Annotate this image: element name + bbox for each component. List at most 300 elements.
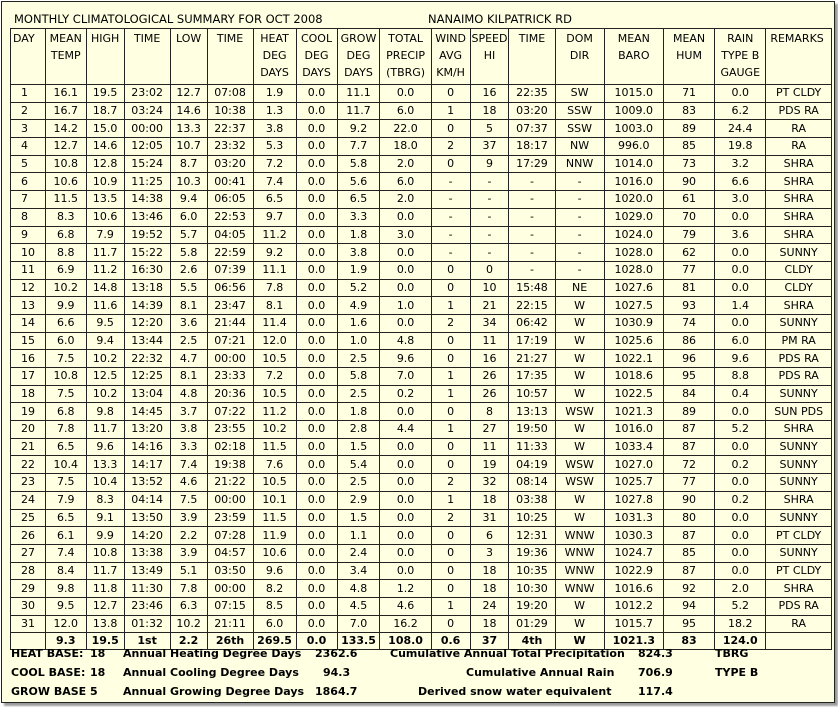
cell-mean-hum: 87	[663, 527, 714, 545]
cell-rain-gauge: 0.0	[715, 85, 766, 103]
cell-high-temp: 19.5	[86, 85, 124, 103]
col-header-high-time	[124, 29, 170, 85]
cell-remarks: SUNNY	[766, 314, 832, 332]
cell-total-precip: 0.0	[380, 527, 431, 545]
cell-low-temp: 8.1	[170, 368, 207, 386]
cell-high-temp: 11.7	[86, 244, 124, 262]
cell-low-temp: 6.3	[170, 597, 207, 615]
cell-high-time: 01:32	[124, 615, 170, 633]
cell-cool-deg-days: 0.0	[296, 368, 337, 386]
cell-mean-hum: 95	[663, 615, 714, 633]
cell-mean-baro: 1009.0	[604, 102, 663, 120]
cell-mean-baro: 1033.4	[604, 438, 663, 456]
cell-remarks: PT CLDY	[766, 527, 832, 545]
cell-rain-gauge: 0.0	[715, 562, 766, 580]
cell-high-time: 15:24	[124, 155, 170, 173]
cell-mean-baro: 1015.0	[604, 85, 663, 103]
col-header-line: DAYS	[344, 66, 373, 79]
cell-low-time: 00:00	[207, 580, 253, 598]
cell-speed-hi-time: -	[509, 244, 555, 262]
cell-remarks: SUNNY	[766, 385, 832, 403]
cell-low-temp: 5.8	[170, 244, 207, 262]
cell-wind-avg: -	[431, 226, 470, 244]
cell-dom-dir: WNW	[555, 580, 604, 598]
cell-speed-hi: 18	[470, 562, 509, 580]
cell-mean-hum: 83	[663, 102, 714, 120]
cell-high-time: 14:16	[124, 438, 170, 456]
col-header-line: HI	[483, 49, 496, 62]
table-row	[11, 138, 832, 156]
cell-rain-gauge: 8.8	[715, 368, 766, 386]
col-header-line: KM/H	[436, 66, 465, 79]
cell-mean-temp: 6.0	[45, 332, 86, 350]
cell-dom-dir: -	[555, 208, 604, 226]
cell-low-time: 19:38	[207, 456, 253, 474]
cell-remarks: SHRA	[766, 208, 832, 226]
cell-remarks: CLDY	[766, 279, 832, 297]
col-header-line: TOTAL	[388, 32, 424, 45]
cell-high-temp: 13.8	[86, 615, 124, 633]
cell-high-time: 13:49	[124, 562, 170, 580]
cell-high-temp: 10.6	[86, 208, 124, 226]
cell-wind-avg: 0	[431, 350, 470, 368]
cell-high-temp: 9.8	[86, 403, 124, 421]
cell-dom-dir: W	[555, 385, 604, 403]
table-row	[11, 368, 832, 386]
total-low-temp: 2.2	[170, 633, 207, 650]
cell-low-temp: 10.3	[170, 173, 207, 191]
cell-speed-hi-time: 22:35	[509, 85, 555, 103]
cell-speed-hi-time: 22:15	[509, 297, 555, 315]
cell-high-time: 23:02	[124, 85, 170, 103]
cell-grow-deg-days: 2.5	[337, 385, 380, 403]
cell-mean-baro: 1016.6	[604, 580, 663, 598]
cell-rain-gauge: 0.0	[715, 261, 766, 279]
cell-mean-hum: 89	[663, 403, 714, 421]
cell-rain-gauge: 0.0	[715, 208, 766, 226]
table-row	[11, 544, 832, 562]
cell-speed-hi-time: 10:57	[509, 385, 555, 403]
cell-high-temp: 10.9	[86, 173, 124, 191]
cell-cool-deg-days: 0.0	[296, 314, 337, 332]
total-mean-temp: 9.3	[45, 633, 86, 650]
cell-rain-gauge: 0.0	[715, 527, 766, 545]
total-wind-avg: 0.6	[431, 633, 470, 650]
cell-day: 28	[11, 562, 46, 580]
cumulative-rain-label: Cumulative Annual Rain	[466, 666, 615, 679]
cumulative-precip-label: Cumulative Annual Total Precipitation	[390, 647, 625, 660]
col-header-total-precip	[380, 29, 431, 85]
table-row	[11, 332, 832, 350]
cell-mean-baro: 1030.3	[604, 527, 663, 545]
cell-low-time: 23:32	[207, 138, 253, 156]
table-row	[11, 438, 832, 456]
cell-dom-dir: W	[555, 615, 604, 633]
cell-speed-hi-time: 03:20	[509, 102, 555, 120]
cell-speed-hi-time: -	[509, 173, 555, 191]
cell-heat-deg-days: 7.6	[253, 456, 296, 474]
cell-remarks: PDS RA	[766, 102, 832, 120]
cell-low-temp: 7.4	[170, 456, 207, 474]
cell-speed-hi: -	[470, 173, 509, 191]
cell-mean-hum: 96	[663, 350, 714, 368]
table-row	[11, 580, 832, 598]
cell-mean-baro: 1027.5	[604, 297, 663, 315]
col-header-line: MEAN	[617, 32, 650, 45]
cell-speed-hi: 6	[470, 527, 509, 545]
cell-grow-deg-days: 1.6	[337, 314, 380, 332]
cell-wind-avg: 1	[431, 385, 470, 403]
cell-speed-hi: 8	[470, 403, 509, 421]
cell-low-time: 07:22	[207, 403, 253, 421]
cell-speed-hi-time: 17:29	[509, 155, 555, 173]
cell-grow-deg-days: 7.7	[337, 138, 380, 156]
cell-total-precip: 0.0	[380, 544, 431, 562]
cell-low-temp: 12.7	[170, 85, 207, 103]
cell-speed-hi-time: -	[509, 191, 555, 209]
cell-mean-baro: 1024.0	[604, 226, 663, 244]
cell-cool-deg-days: 0.0	[296, 208, 337, 226]
cell-total-precip: 7.0	[380, 368, 431, 386]
col-header-line: TYPE B	[721, 49, 760, 62]
cell-high-time: 04:14	[124, 491, 170, 509]
cell-day: 13	[11, 297, 46, 315]
cell-high-time: 13:38	[124, 544, 170, 562]
cell-rain-gauge: 1.4	[715, 297, 766, 315]
cell-wind-avg: 1	[431, 491, 470, 509]
cell-wind-avg: 0	[431, 544, 470, 562]
cell-rain-gauge: 5.2	[715, 421, 766, 439]
table-row	[11, 297, 832, 315]
table-row	[11, 85, 832, 103]
cell-heat-deg-days: 8.1	[253, 297, 296, 315]
col-header-line: MEAN	[672, 32, 706, 45]
cell-day: 11	[11, 261, 46, 279]
cell-remarks: SHRA	[766, 173, 832, 191]
cell-mean-temp: 10.4	[45, 456, 86, 474]
heat-base-value: 18	[90, 647, 106, 660]
climate-table	[10, 28, 832, 650]
cell-mean-temp: 10.2	[45, 279, 86, 297]
cell-grow-deg-days: 5.4	[337, 456, 380, 474]
col-header-wind-avg	[431, 29, 470, 85]
cell-speed-hi-time: 11:33	[509, 438, 555, 456]
cell-low-time: 03:20	[207, 155, 253, 173]
cell-high-temp: 11.8	[86, 580, 124, 598]
cell-speed-hi: 0	[470, 261, 509, 279]
col-header-line: COOL	[300, 32, 333, 45]
cell-cool-deg-days: 0.0	[296, 385, 337, 403]
cell-heat-deg-days: 7.2	[253, 368, 296, 386]
cell-rain-gauge: 0.0	[715, 509, 766, 527]
cell-remarks: SHRA	[766, 421, 832, 439]
col-header-line: DEG	[304, 49, 329, 62]
cell-grow-deg-days: 11.1	[337, 85, 380, 103]
cell-low-temp: 14.6	[170, 102, 207, 120]
cell-day: 26	[11, 527, 46, 545]
cell-heat-deg-days: 10.5	[253, 350, 296, 368]
cell-day: 17	[11, 368, 46, 386]
cell-cool-deg-days: 0.0	[296, 438, 337, 456]
cell-high-temp: 11.7	[86, 421, 124, 439]
cell-remarks: SUNNY	[766, 474, 832, 492]
cell-low-time: 07:08	[207, 85, 253, 103]
col-header-speed-hi	[470, 29, 509, 85]
cell-wind-avg: 1	[431, 597, 470, 615]
cell-mean-hum: 90	[663, 491, 714, 509]
cell-speed-hi: 27	[470, 421, 509, 439]
cell-mean-hum: 85	[663, 138, 714, 156]
cell-speed-hi: 18	[470, 491, 509, 509]
cell-speed-hi: 11	[470, 332, 509, 350]
table-row	[11, 403, 832, 421]
cell-low-time: 07:28	[207, 527, 253, 545]
table-row	[11, 527, 832, 545]
cell-speed-hi: -	[470, 191, 509, 209]
cell-low-temp: 3.3	[170, 438, 207, 456]
cell-mean-hum: 74	[663, 314, 714, 332]
cell-speed-hi-time: 17:35	[509, 368, 555, 386]
cell-high-temp: 9.1	[86, 509, 124, 527]
cell-cool-deg-days: 0.0	[296, 155, 337, 173]
cell-high-temp: 9.9	[86, 527, 124, 545]
cell-cool-deg-days: 0.0	[296, 120, 337, 138]
cell-total-precip: 1.2	[380, 580, 431, 598]
cell-low-time: 00:41	[207, 173, 253, 191]
cell-grow-deg-days: 1.0	[337, 332, 380, 350]
cell-remarks: SHRA	[766, 191, 832, 209]
col-header-speed-hi-time	[509, 29, 555, 85]
cell-mean-temp: 16.7	[45, 102, 86, 120]
cell-high-time: 13:20	[124, 421, 170, 439]
cell-low-temp: 7.5	[170, 491, 207, 509]
cell-mean-hum: 62	[663, 244, 714, 262]
annual-cooling-value: 94.3	[323, 666, 351, 679]
cell-low-temp: 2.5	[170, 332, 207, 350]
table-row	[11, 385, 832, 403]
cell-low-time: 10:38	[207, 102, 253, 120]
cell-mean-baro: 1021.3	[604, 403, 663, 421]
cell-speed-hi-time: 10:35	[509, 562, 555, 580]
col-header-line: TEMP	[50, 49, 81, 62]
total-dom-dir: W	[555, 633, 604, 650]
cell-mean-temp: 7.5	[45, 385, 86, 403]
cell-dom-dir: SW	[555, 85, 604, 103]
cell-mean-baro: 1027.0	[604, 456, 663, 474]
cell-heat-deg-days: 9.7	[253, 208, 296, 226]
cell-grow-deg-days: 1.5	[337, 438, 380, 456]
cell-high-time: 13:50	[124, 509, 170, 527]
col-header-line: DEG	[262, 49, 287, 62]
col-header-line: DOM	[566, 32, 593, 45]
table-row	[11, 208, 832, 226]
table-row	[11, 562, 832, 580]
cell-dom-dir: NE	[555, 279, 604, 297]
cell-wind-avg: 0	[431, 438, 470, 456]
cell-speed-hi: 34	[470, 314, 509, 332]
cell-remarks: SHRA	[766, 226, 832, 244]
cell-high-temp: 10.8	[86, 544, 124, 562]
cell-total-precip: 0.0	[380, 85, 431, 103]
cell-cool-deg-days: 0.0	[296, 191, 337, 209]
cell-mean-hum: 95	[663, 368, 714, 386]
cell-mean-baro: 1016.0	[604, 173, 663, 191]
cell-dom-dir: W	[555, 332, 604, 350]
col-header-line: TIME	[518, 32, 546, 45]
cell-heat-deg-days: 11.2	[253, 403, 296, 421]
cell-high-temp: 12.7	[86, 597, 124, 615]
cell-high-time: 13:52	[124, 474, 170, 492]
total-high-temp: 19.5	[86, 633, 124, 650]
cell-remarks: PDS RA	[766, 350, 832, 368]
cell-mean-hum: 89	[663, 120, 714, 138]
table-row	[11, 509, 832, 527]
cell-mean-baro: 1028.0	[604, 244, 663, 262]
cell-low-temp: 3.7	[170, 403, 207, 421]
cell-rain-gauge: 0.0	[715, 474, 766, 492]
cell-high-temp: 12.5	[86, 368, 124, 386]
cell-high-time: 14:17	[124, 456, 170, 474]
col-header-line: TIME	[216, 32, 244, 45]
cell-day: 23	[11, 474, 46, 492]
cool-base-label: COOL BASE:	[11, 666, 86, 679]
cumulative-precip-value: 824.3	[638, 647, 673, 660]
cell-wind-avg: 0	[431, 403, 470, 421]
cell-day: 4	[11, 138, 46, 156]
cell-heat-deg-days: 10.1	[253, 491, 296, 509]
cell-remarks: RA	[766, 615, 832, 633]
cell-grow-deg-days: 2.4	[337, 544, 380, 562]
cell-high-time: 13:44	[124, 332, 170, 350]
cell-wind-avg: -	[431, 173, 470, 191]
cell-heat-deg-days: 6.5	[253, 191, 296, 209]
cell-heat-deg-days: 8.2	[253, 580, 296, 598]
cell-speed-hi: 21	[470, 297, 509, 315]
cell-heat-deg-days: 3.8	[253, 120, 296, 138]
cell-speed-hi: 3	[470, 544, 509, 562]
cool-base-value: 18	[90, 666, 106, 679]
cell-day: 5	[11, 155, 46, 173]
col-header-day	[11, 29, 46, 85]
cell-total-precip: 0.0	[380, 403, 431, 421]
cell-mean-baro: 1014.0	[604, 155, 663, 173]
cell-mean-hum: 94	[663, 597, 714, 615]
col-header-line: BARO	[618, 49, 650, 62]
cell-speed-hi-time: 13:13	[509, 403, 555, 421]
cell-high-time: 14:39	[124, 297, 170, 315]
cell-mean-hum: 77	[663, 261, 714, 279]
cell-wind-avg: 2	[431, 314, 470, 332]
snow-equivalent-value: 117.4	[638, 685, 673, 698]
col-header-cool-deg-days	[296, 29, 337, 85]
cell-wind-avg: 1	[431, 297, 470, 315]
cell-speed-hi-time: 07:37	[509, 120, 555, 138]
cell-remarks: SUN PDS	[766, 403, 832, 421]
cell-dom-dir: W	[555, 597, 604, 615]
table-row	[11, 120, 832, 138]
cell-high-temp: 15.0	[86, 120, 124, 138]
cell-speed-hi: 31	[470, 509, 509, 527]
cell-high-temp: 12.8	[86, 155, 124, 173]
cell-high-time: 00:00	[124, 120, 170, 138]
cell-heat-deg-days: 9.6	[253, 562, 296, 580]
cell-cool-deg-days: 0.0	[296, 544, 337, 562]
cell-speed-hi-time: 03:38	[509, 491, 555, 509]
cell-mean-hum: 93	[663, 297, 714, 315]
cell-wind-avg: 0	[431, 279, 470, 297]
cell-cool-deg-days: 0.0	[296, 615, 337, 633]
cell-cool-deg-days: 0.0	[296, 297, 337, 315]
cell-low-time: 21:11	[207, 615, 253, 633]
cell-speed-hi: 11	[470, 438, 509, 456]
cell-total-precip: 2.0	[380, 155, 431, 173]
cell-heat-deg-days: 11.5	[253, 438, 296, 456]
cell-remarks: RA	[766, 120, 832, 138]
cell-rain-gauge: 2.0	[715, 580, 766, 598]
cell-rain-gauge: 6.2	[715, 102, 766, 120]
cell-mean-hum: 92	[663, 580, 714, 598]
cell-rain-gauge: 3.0	[715, 191, 766, 209]
cell-day: 3	[11, 120, 46, 138]
cell-low-temp: 3.9	[170, 544, 207, 562]
cell-day: 25	[11, 509, 46, 527]
cumulative-rain-value: 706.9	[638, 666, 673, 679]
cell-high-time: 16:30	[124, 261, 170, 279]
col-header-mean-baro	[604, 29, 663, 85]
cell-grow-deg-days: 1.8	[337, 403, 380, 421]
cell-mean-temp: 6.9	[45, 261, 86, 279]
cell-total-precip: 16.2	[380, 615, 431, 633]
cell-rain-gauge: 9.6	[715, 350, 766, 368]
cell-mean-baro: 1022.9	[604, 562, 663, 580]
cell-rain-gauge: 24.4	[715, 120, 766, 138]
cell-day: 18	[11, 385, 46, 403]
cell-cool-deg-days: 0.0	[296, 580, 337, 598]
cell-low-temp: 10.2	[170, 615, 207, 633]
cumulative-precip-unit: TBRG	[715, 647, 749, 660]
cell-low-time: 23:55	[207, 421, 253, 439]
cell-total-precip: 0.2	[380, 385, 431, 403]
cell-speed-hi: 18	[470, 615, 509, 633]
col-header-dom-dir	[555, 29, 604, 85]
cell-mean-baro: 1022.1	[604, 350, 663, 368]
cell-speed-hi-time: -	[509, 226, 555, 244]
total-high-time: 1st	[124, 633, 170, 650]
cell-wind-avg: 0	[431, 527, 470, 545]
cell-day: 15	[11, 332, 46, 350]
cell-mean-temp: 6.8	[45, 226, 86, 244]
cell-heat-deg-days: 1.3	[253, 102, 296, 120]
table-row	[11, 474, 832, 492]
col-header-line: MEAN	[49, 32, 82, 45]
cell-mean-temp: 9.9	[45, 297, 86, 315]
cell-rain-gauge: 0.0	[715, 314, 766, 332]
cell-speed-hi-time: 21:27	[509, 350, 555, 368]
cell-grow-deg-days: 2.5	[337, 474, 380, 492]
cell-remarks: PT CLDY	[766, 85, 832, 103]
grow-base-value: 5	[90, 685, 98, 698]
cell-speed-hi-time: 15:48	[509, 279, 555, 297]
header-row	[11, 29, 832, 85]
cell-grow-deg-days: 2.8	[337, 421, 380, 439]
cell-dom-dir: WNW	[555, 562, 604, 580]
cell-rain-gauge: 6.6	[715, 173, 766, 191]
cell-mean-baro: 1015.7	[604, 615, 663, 633]
cell-wind-avg: 0	[431, 456, 470, 474]
cell-day: 24	[11, 491, 46, 509]
col-header-line: TIME	[133, 32, 161, 45]
cell-mean-baro: 1020.0	[604, 191, 663, 209]
